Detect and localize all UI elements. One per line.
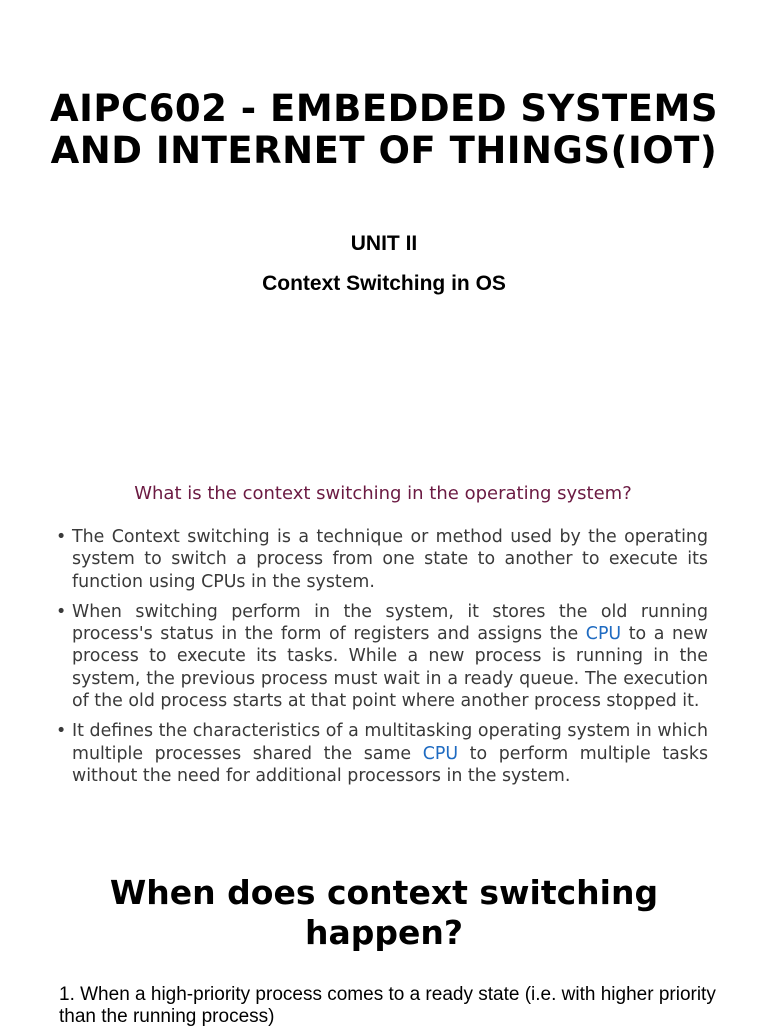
section-heading: When does context switching happen? — [109, 873, 659, 952]
bullet-item — [56, 526, 708, 593]
question-heading: What is the context switching in the operating system? — [134, 483, 632, 504]
document-title: AIPC602 - EMBEDDED SYSTEMS AND INTERNET OF THINGS(IOT) — [50, 87, 718, 172]
bullet-text: The Context switching is a technique or method used by the operating system to switch a process from one state to another to execute its function using CPUs in the system. — [72, 527, 708, 592]
bullet-text: It defines the characteristics of a multitasking operating system in which multiple processes shared the same — [72, 721, 708, 764]
cpu-link[interactable]: CPU — [422, 743, 459, 764]
bullet-text: to perform multiple tasks without the need for additional processors in the system. — [72, 743, 708, 786]
bullet-item — [56, 601, 708, 712]
unit-label: UNIT II — [350, 232, 418, 255]
numbered-point: 1. When a high-priority process comes to a ready state (i.e. with higher priority than the running process) — [59, 984, 716, 1027]
bullet-list — [56, 526, 708, 795]
bullet-text: When switching perform in the system, it stores the old running process's status in the form of registers and assigns the — [72, 601, 708, 645]
bullet-item — [56, 720, 708, 787]
bullet-text: to a new process to execute its tasks. While a new process is running in the system, the previous process must wait in a ready queue. The execution of the old process starts at that point where another process stopped it. — [72, 624, 708, 712]
section-subtitle: Context Switching in OS — [262, 272, 506, 295]
cpu-link[interactable]: CPU — [585, 624, 622, 645]
